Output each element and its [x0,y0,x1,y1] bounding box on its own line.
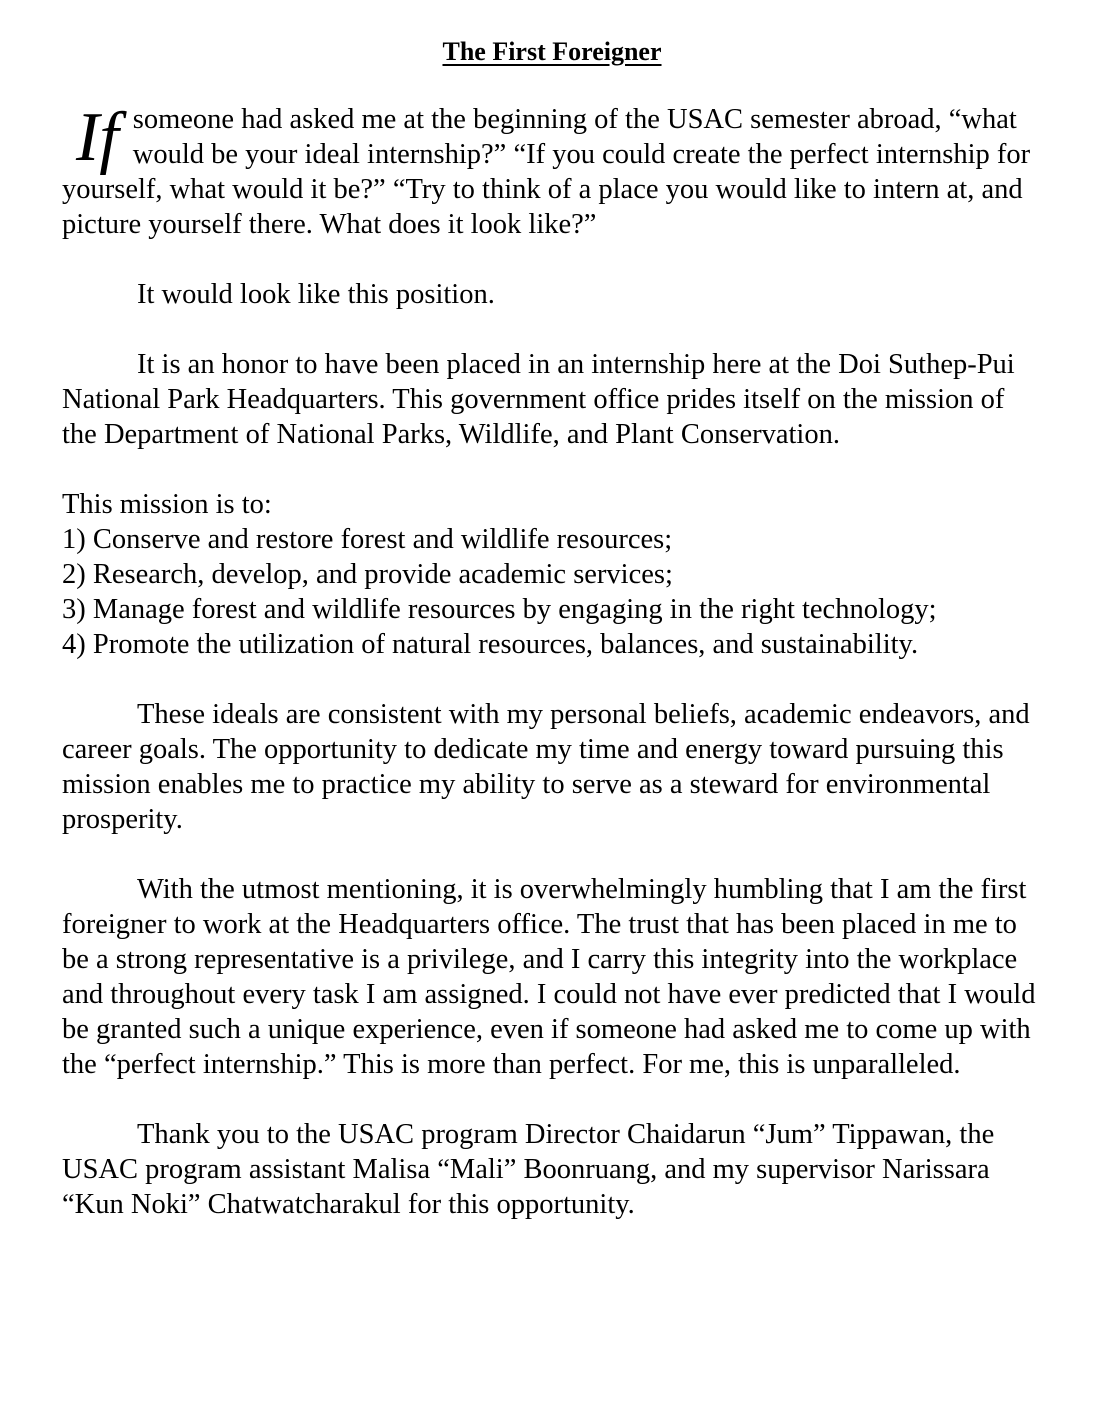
drop-cap: If [76,99,119,176]
mission-item: 3) Manage forest and wildlife resources by engaging in the right technology; [62,594,937,625]
mission-heading: This mission is to: [62,489,272,520]
thanks-paragraph: Thank you to the USAC program Director Chaidarun “Jum” Tippawan, the USAC program assistant Malisa “Mali” Boonruang, and my supervisor Narissara “Kun Noki” Chatwatcharakul for this opportunity. [62,1119,995,1220]
mission-item: 4) Promote the utilization of natural resources, balances, and sustainability. [62,629,919,660]
document-title: The First Foreigner [442,37,662,66]
first-foreigner-paragraph: With the utmost mentioning, it is overwhelmingly humbling that I am the first foreigner to work at the Headquarters office. The trust that has been placed in me to be a strong representative is a privilege, and I carry this integrity into the workplace and throughout every task I am assigned. I could not have ever predicted that I would be granted such a unique experience, even if someone had asked me to come up with the “perfect internship.” This is more than perfect. For me, this is unparalleled. [62,874,1036,1080]
ideals-paragraph: These ideals are consistent with my personal beliefs, academic endeavors, and career goals. The opportunity to dedicate my time and energy toward pursuing this mission enables me to practice my ability to serve as a steward for environmental prosperity. [62,699,1030,835]
intro-text: someone had asked me at the beginning of the USAC semester abroad, “what would be your ideal internship?” “If you could create the perfect internship for yourself, what would it be?” “Try to think of a place you would like to intern at, and picture yourself there. What does it look like?” [62,104,1031,240]
mission-list [62,487,1042,662]
mission-item: 2) Research, develop, and provide academic services; [62,559,673,590]
mission-item: 1) Conserve and restore forest and wildlife resources; [62,524,673,555]
document-page [62,34,1042,1222]
honor-paragraph: It is an honor to have been placed in an internship here at the Doi Suthep-Pui National Park Headquarters. This government office prides itself on the mission of the Department of National Parks, Wildlife, and Plant Conservation. [62,349,1015,450]
intro-paragraph [62,99,1042,242]
position-paragraph: It would look like this position. [137,279,495,310]
